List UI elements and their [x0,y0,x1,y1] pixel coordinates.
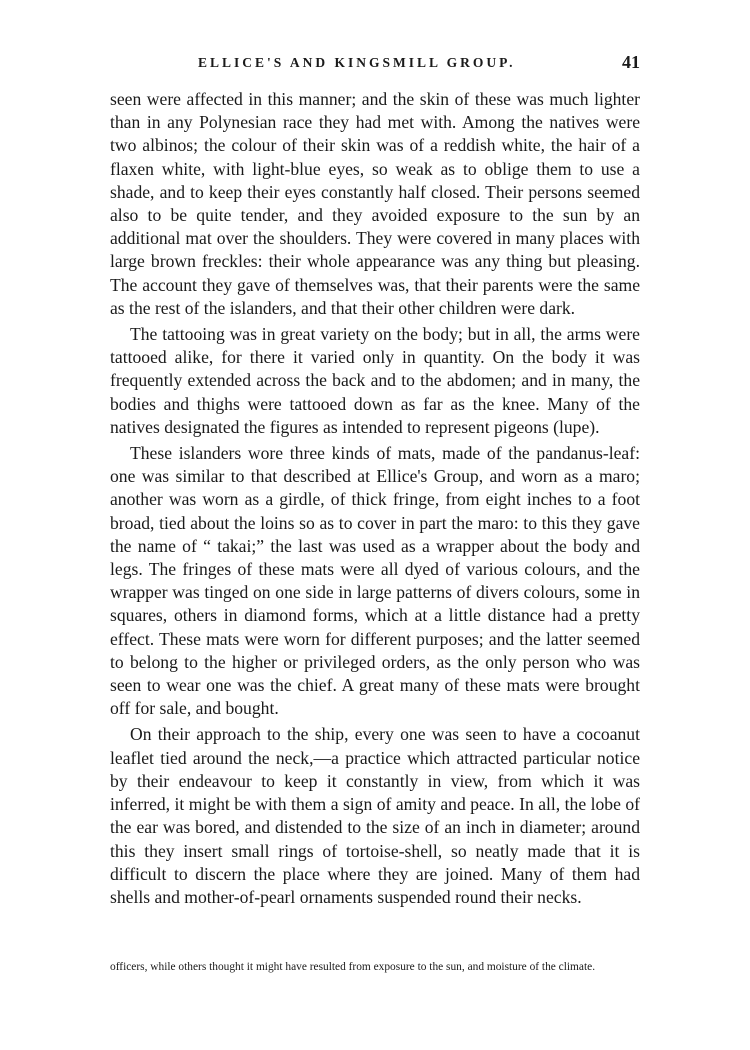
paragraph-mats: These islanders wore three kinds of mats, made of the pandanus-leaf: one was similar to that described at Ellice's Group, and worn as a maro; another was worn as a girdle, of thick fringe, from eight inches to a foot broad, tied about the loins so as to cover in part the maro: to this they gave the name of “ takai;” the last was used as a wrapper about the body and legs. The fringes of these mats were all dyed of various colours, and the wrapper was tinged on one side in large patterns of divers colours, some in squares, others in diamond forms, which at a little distance had a pretty effect. These mats were worn for different purposes; and the latter seemed to belong to the higher or privileged orders, as the only person who was seen to wear one was the chief. A great many of these mats were brought off for sale, and bought. [110,443,640,719]
paragraph-tattooing: The tattooing was in great variety on the body; but in all, the arms were tattooed alike, for there it varied only in quantity. On the body it was frequently extended across the back and to the abdomen; and in many, the bodies and thighs were tattooed down as far as the knee. Many of the natives designated the figures as intended to represent pigeons (lupe). [110,324,640,437]
page-number: 41 [622,52,640,72]
page-header [110,52,640,80]
footnote: officers, while others thought it might have resulted from exposure to the sun, and moisture of the climate. [110,961,596,973]
paragraph-albinos: seen were affected in this manner; and the skin of these was much lighter than in any Polynesian race they had met with. Among the natives were two albinos; the colour of their skin was of a reddish white, the hair of a flaxen white, with light-blue eyes, so weak as to oblige them to use a shade, and to keep their eyes constantly half closed. Their persons seemed also to be quite tender, and they avoided exposure to the sun by an additional mat over the shoulders. They were covered in many places with large brown freckles: their whole appearance was any thing but pleasing. The account they gave of themselves was, that their parents were the same as the rest of the islanders, and that their other children were dark. [110,89,640,318]
paragraph-cocoanut-leaflet: On their approach to the ship, every one was seen to have a cocoanut leaflet tied around the neck,—a practice which attracted particular notice by their endeavour to keep it constantly in view, from which it was inferred, it might be with them a sign of amity and peace. In all, the lobe of the ear was bored, and distended to the size of an inch in diameter; around this they insert small rings of tortoise-shell, so neatly made that it is difficult to discern the place where they are joined. Many of them had shells and mother-of-pearl ornaments suspended round their necks. [110,724,640,907]
body-text [110,88,640,912]
running-head: ELLICE'S AND KINGSMILL GROUP. [198,55,516,70]
